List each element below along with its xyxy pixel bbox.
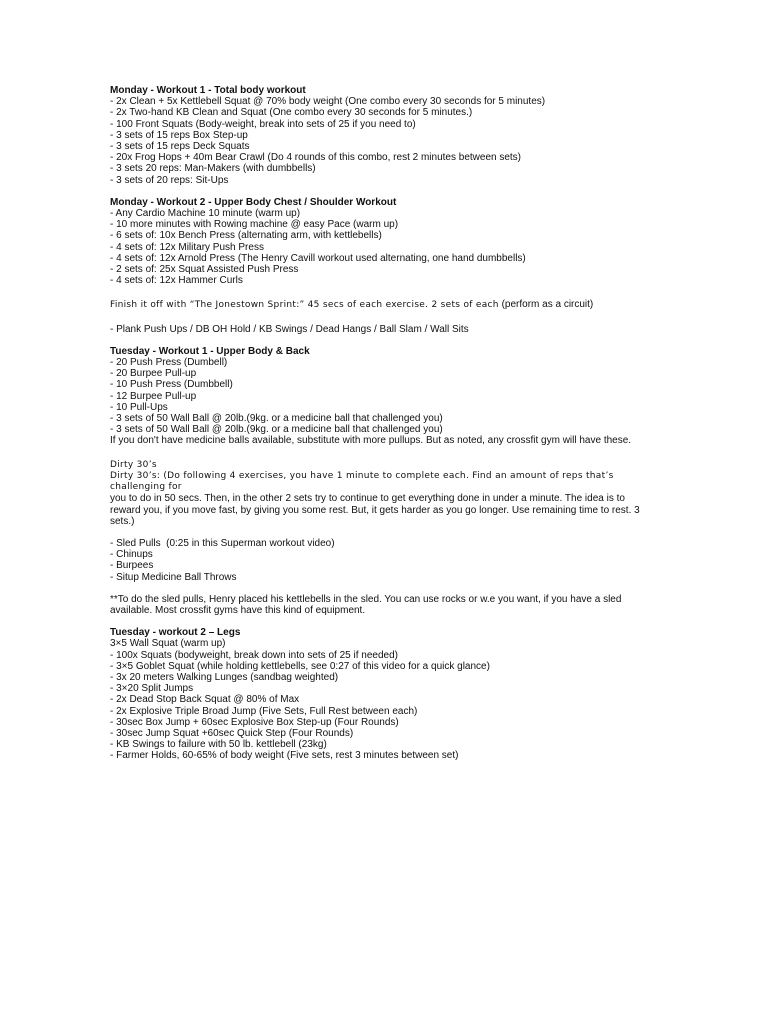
dirty-30s-intro-line: you to do in 50 secs. Then, in the other 2 sets try to continue to get everything done in under a minute. The idea is to [110,493,625,505]
list-item: - 4 sets of: 12x Arnold Press (The Henry Cavill workout used alternating, one hand dumbbells) [110,252,526,264]
list-item: - 3 sets of 50 Wall Ball @ 20lb.(9kg. or a medicine ball that challenged you) [110,413,443,425]
list-item: - 100x Squats (bodyweight, break down into sets of 25 if needed) [110,649,398,661]
section-tuesday-workout-2 [110,627,658,761]
list-item: - Situp Medicine Ball Throws [110,571,237,583]
dirty-30s-intro-line: sets.) [110,515,135,527]
circuit-list: - Plank Push Ups / DB OH Hold / KB Swings / Dead Hangs / Ball Slam / Wall Sits [110,323,469,335]
list-item: - KB Swings to failure with 50 lb. kettlebell (23kg) [110,739,327,751]
list-item: If you don't have medicine balls available, substitute with more pullups. But as noted, any crossfit gym will have these. [110,435,632,447]
list-item: - 20x Frog Hops + 40m Bear Crawl (Do 4 rounds of this combo, rest 2 minutes between sets) [110,152,522,164]
sled-pulls-note [110,594,658,616]
dirty-30s-list [110,538,658,583]
list-item: - Farmer Holds, 60-65% of body weight (Five sets, rest 3 minutes between set) [110,750,459,762]
list-item: - 4 sets of: 12x Military Push Press [110,241,264,253]
list-item: - 2x Dead Stop Back Squat @ 80% of Max [110,694,300,706]
list-item: - 3 sets of 20 reps: Sit-Ups [110,174,229,186]
list-item: - Burpees [110,560,154,572]
dirty-30s-intro-line: reward you, if you move fast, by giving you some rest. But, it gets harder as you go longer. Use remaining time to rest. 3 [110,504,640,516]
list-item: - 2 sets of: 25x Squat Assisted Push Press [110,264,299,276]
section-dirty-30s [110,460,658,616]
section-heading: Monday - Workout 1 - Total body workout [110,85,306,96]
section-heading: Tuesday - workout 2 – Legs [110,627,241,639]
list-item: - 3 sets of 15 reps Box Step-up [110,129,248,141]
list-item: - 2x Two-hand KB Clean and Squat (One combo every 30 seconds for 5 minutes.) [110,107,473,119]
document-page [110,85,658,773]
section-monday-workout-2 [110,197,658,335]
list-item: - 4 sets of: 12x Hammer Curls [110,275,243,287]
list-item: 3×5 Wall Squat (warm up) [110,638,226,650]
list-item: - Any Cardio Machine 10 minute (warm up) [110,208,301,220]
list-item: - 2x Clean + 5x Kettlebell Squat @ 70% body weight (One combo every 30 seconds for 5 minutes) [110,96,546,108]
list-item: - 10 more minutes with Rowing machine @ easy Pace (warm up) [110,219,399,231]
list-item: - 3×20 Split Jumps [110,683,194,695]
list-item: - 20 Burpee Pull-up [110,368,197,380]
note-line: available. Most crossfit gyms have this kind of equipment. [110,604,366,616]
list-item: - 3×5 Goblet Squat (while holding kettlebells, see 0:27 of this video for a quick glance) [110,660,490,672]
finisher-paragraph [110,299,658,311]
list-item: - 20 Push Press (Dumbell) [110,357,228,369]
list-item: - 30sec Box Jump + 60sec Explosive Box Step-up (Four Rounds) [110,716,399,728]
section-tuesday-workout-1 [110,346,658,447]
dirty-30s-intro: Dirty 30’s: (Do following 4 exercises, you have 1 minute to complete each. Find an amount of reps that’s challenging for [110,470,617,493]
list-item: - 10 Push Press (Dumbbell) [110,379,233,391]
list-item: - 3 sets 20 reps: Man-Makers (with dumbbells) [110,163,316,175]
dirty-30s-title: Dirty 30’s [110,459,157,470]
list-item: - 100 Front Squats (Body-weight, break into sets of 25 if you need to) [110,118,416,130]
list-item: - Chinups [110,549,153,561]
list-item: - 3 sets of 50 Wall Ball @ 20lb.(9kg. or a medicine ball that challenged you) [110,424,443,436]
finisher-text: Finish it off with “The Jonestown Sprint:” 45 secs of each exercise. 2 sets of each [110,300,499,311]
finisher-note: (perform as a circuit) [498,299,594,311]
list-item: - Sled Pulls (0:25 in this Superman workout video) [110,537,335,549]
list-item: - 12 Burpee Pull-up [110,390,197,402]
list-item: - 10 Pull-Ups [110,401,168,413]
note-line: **To do the sled pulls, Henry placed his kettlebells in the sled. You can use rocks or w.e you want, if you have a sled [110,593,622,605]
list-item: - 3 sets of 15 reps Deck Squats [110,141,250,153]
section-heading: Tuesday - Workout 1 - Upper Body & Back [110,345,310,357]
section-heading: Monday - Workout 2 - Upper Body Chest / Shoulder Workout [110,196,397,208]
list-item: - 2x Explosive Triple Broad Jump (Five Sets, Full Rest between each) [110,705,418,717]
section-monday-workout-1 [110,85,658,186]
list-item: - 3x 20 meters Walking Lunges (sandbag weighted) [110,671,339,683]
list-item: - 6 sets of: 10x Bench Press (alternating arm, with kettlebells) [110,230,382,242]
list-item: - 30sec Jump Squat +60sec Quick Step (Four Rounds) [110,727,354,739]
